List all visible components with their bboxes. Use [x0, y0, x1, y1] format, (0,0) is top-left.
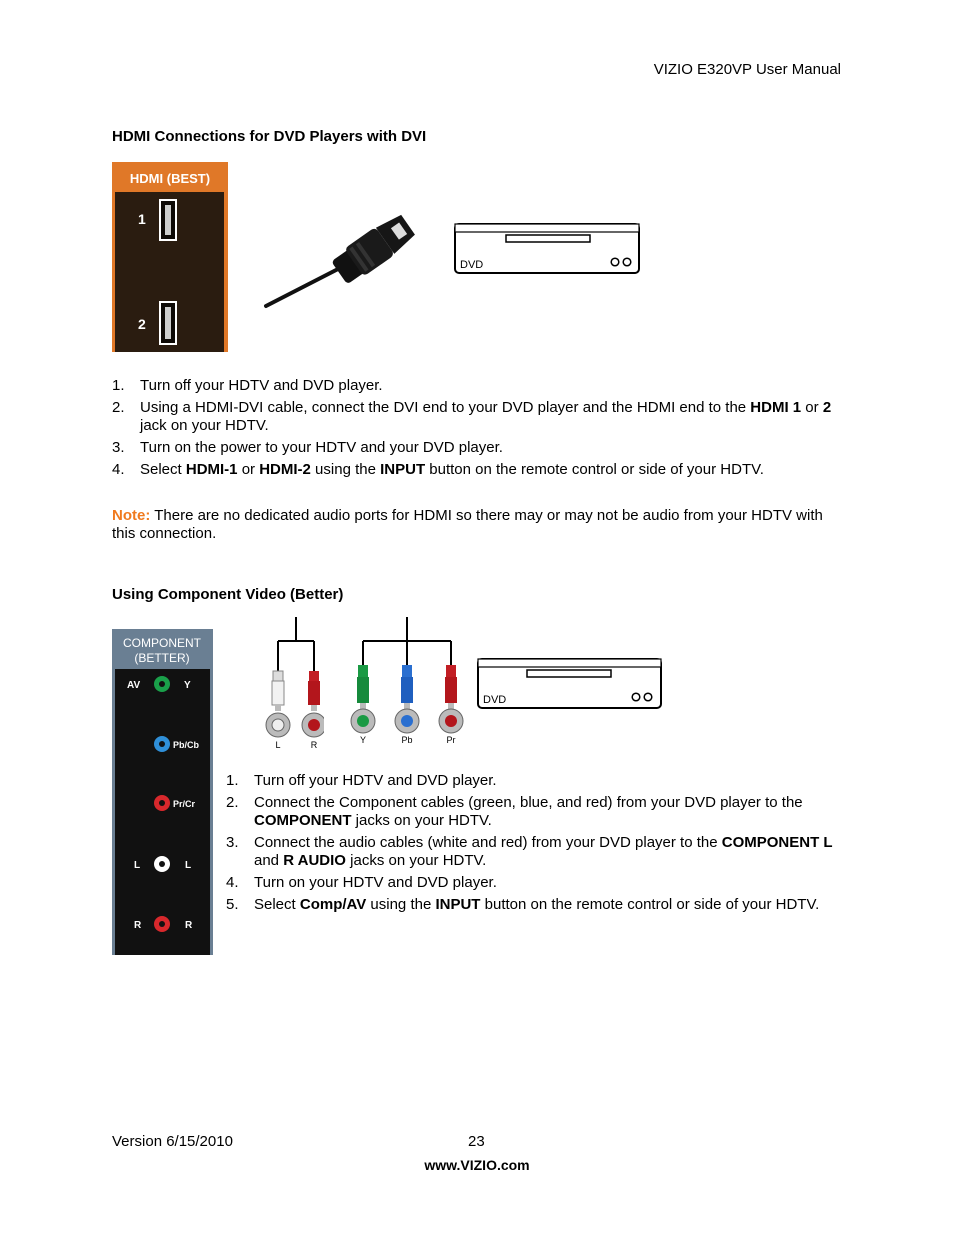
component-panel-illustration: [112, 629, 213, 955]
component-step: 5. Select Comp/AV using the INPUT button on the remote control or side of your HDTV.: [226, 896, 820, 913]
component-section-heading: Using Component Video (Better): [112, 586, 344, 603]
hdmi-section-heading: HDMI Connections for DVD Players with DVI: [112, 128, 427, 145]
component-cables-illustration: [346, 615, 464, 750]
dvd-label-2: DVD: [483, 694, 507, 706]
hdmi-step: 3. Turn on the power to your HDTV and your DVD player.: [112, 439, 503, 456]
footer-url: www.VIZIO.com: [424, 1157, 530, 1173]
hdmi-port-1-label: 1: [138, 211, 146, 227]
component-steps-list: [226, 772, 856, 914]
hdmi-step: 1. Turn off your HDTV and DVD player.: [112, 377, 383, 394]
note-label: Note:: [112, 507, 151, 524]
page-header-title: VIZIO E320VP User Manual: [653, 61, 841, 78]
l-label-left: L: [134, 860, 141, 871]
hdmi-panel-illustration: [112, 162, 228, 352]
av-label: AV: [127, 680, 141, 691]
component-panel-title: COMPONENT: [123, 636, 201, 650]
cable-y-label: Y: [359, 735, 367, 745]
l-label-right: L: [185, 860, 192, 871]
r-label-right: R: [185, 920, 193, 931]
component-step: 1. Turn off your HDTV and DVD player.: [226, 772, 497, 789]
cable-pr-label: Pr: [446, 735, 456, 745]
pb-label: Pb/Cb: [173, 740, 199, 750]
hdmi-steps-list: [112, 377, 842, 479]
r-label-left: R: [134, 920, 142, 931]
dvd-player-illustration-2: [477, 658, 662, 709]
y-label: Y: [184, 680, 191, 691]
footer-page-number: 23: [468, 1133, 485, 1150]
dvd-label: DVD: [460, 259, 484, 271]
component-panel-subtitle: (BETTER): [134, 651, 190, 665]
hdmi-panel-label: HDMI (BEST): [129, 171, 211, 186]
hdmi-cable-illustration: [262, 210, 432, 310]
cable-r-label: R: [310, 740, 318, 750]
hdmi-note: [112, 507, 834, 543]
pr-label: Pr/Cr: [173, 799, 196, 809]
component-step: 3. Connect the audio cables (white and red) from your DVD player to the COMPONENT L and R AUDIO jacks on your HDTV.: [226, 834, 833, 869]
hdmi-step: 4. Select HDMI-1 or HDMI-2 using the INPUT button on the remote control or side of your HDTV.: [112, 461, 764, 478]
cable-pb-label: Pb: [401, 735, 413, 745]
hdmi-port-2-label: 2: [138, 316, 146, 332]
note-text: There are no dedicated audio ports for HDMI so there may or may not be audio from your HDTV with this connection.: [112, 507, 823, 542]
component-step: 4. Turn on your HDTV and DVD player.: [226, 874, 497, 891]
audio-cables-illustration: [262, 615, 324, 750]
hdmi-step: 2. Using a HDMI-DVI cable, connect the DVI end to your DVD player and the HDMI end to the HDMI 1 or 2 jack on your HDTV.: [112, 399, 832, 434]
footer-version: Version 6/15/2010: [112, 1133, 233, 1150]
cable-l-label: L: [275, 740, 281, 750]
dvd-player-illustration: [454, 223, 640, 274]
component-step: 2. Connect the Component cables (green, blue, and red) from your DVD player to the COMPONENT jacks on your HDTV.: [226, 794, 803, 829]
